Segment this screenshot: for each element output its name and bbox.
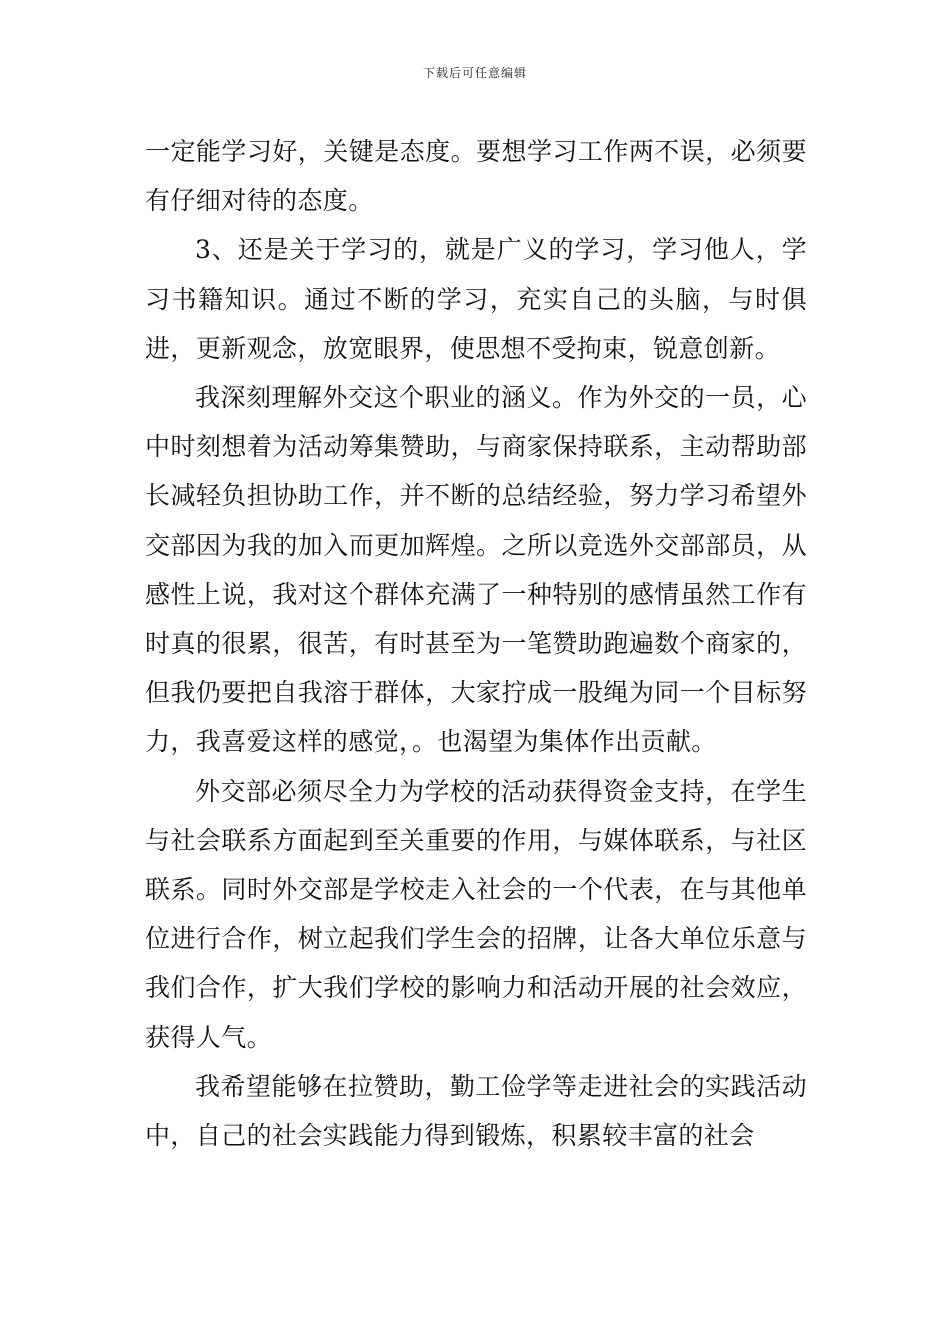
paragraph: 我希望能够在拉赞助，勤工俭学等走进社会的实践活动中，自己的社会实践能力得到锻炼，积累较丰富的社会 — [145, 1071, 807, 1151]
paragraph: 外交部必须尽全力为学校的活动获得资金支持，在学生与社会联系方面起到至关重要的作用，与媒体联系，与社区联系。同时外交部是学校走入社会的一个代表，在与其他单位进行合作，树立起我们学生会的招牌，让各大单位乐意与我们合作，扩大我们学校的影响力和活动开展的社会效应，获得人气。 — [145, 776, 807, 1052]
paragraph-continuation: 一定能学习好，关键是态度。要想学习工作两不误，必须要有仔细对待的态度。 — [145, 137, 807, 216]
paragraph: 我深刻理解外交这个职业的涵义。作为外交的一员，心中时刻想着为活动筹集赞助，与商家保持联系，主动帮助部长减轻负担协助工作，并不断的总结经验，努力学习希望外交部因为我的加入而更加辉煌。之所以竞选外交部部员，从感性上说，我对这个群体充满了一种特别的感情虽然工作有时真的很累，很苦，有时甚至为一笔赞助跑遍数个商家的，但我仍要把自我溶于群体，大家拧成一股绳为同一个目标努力，我喜爱这样的感觉，。也渴望为集体作出贡献。 — [145, 383, 807, 757]
header-note: 下载后可任意编辑 — [422, 66, 527, 80]
paragraph: 3、还是关于学习的，就是广义的学习，学习他人，学习书籍知识。通过不断的学习，充实自己的头脑，与时俱进，更新观念，放宽眼界，使思想不受拘束，锐意创新。 — [145, 235, 807, 363]
document-body — [145, 127, 807, 1160]
